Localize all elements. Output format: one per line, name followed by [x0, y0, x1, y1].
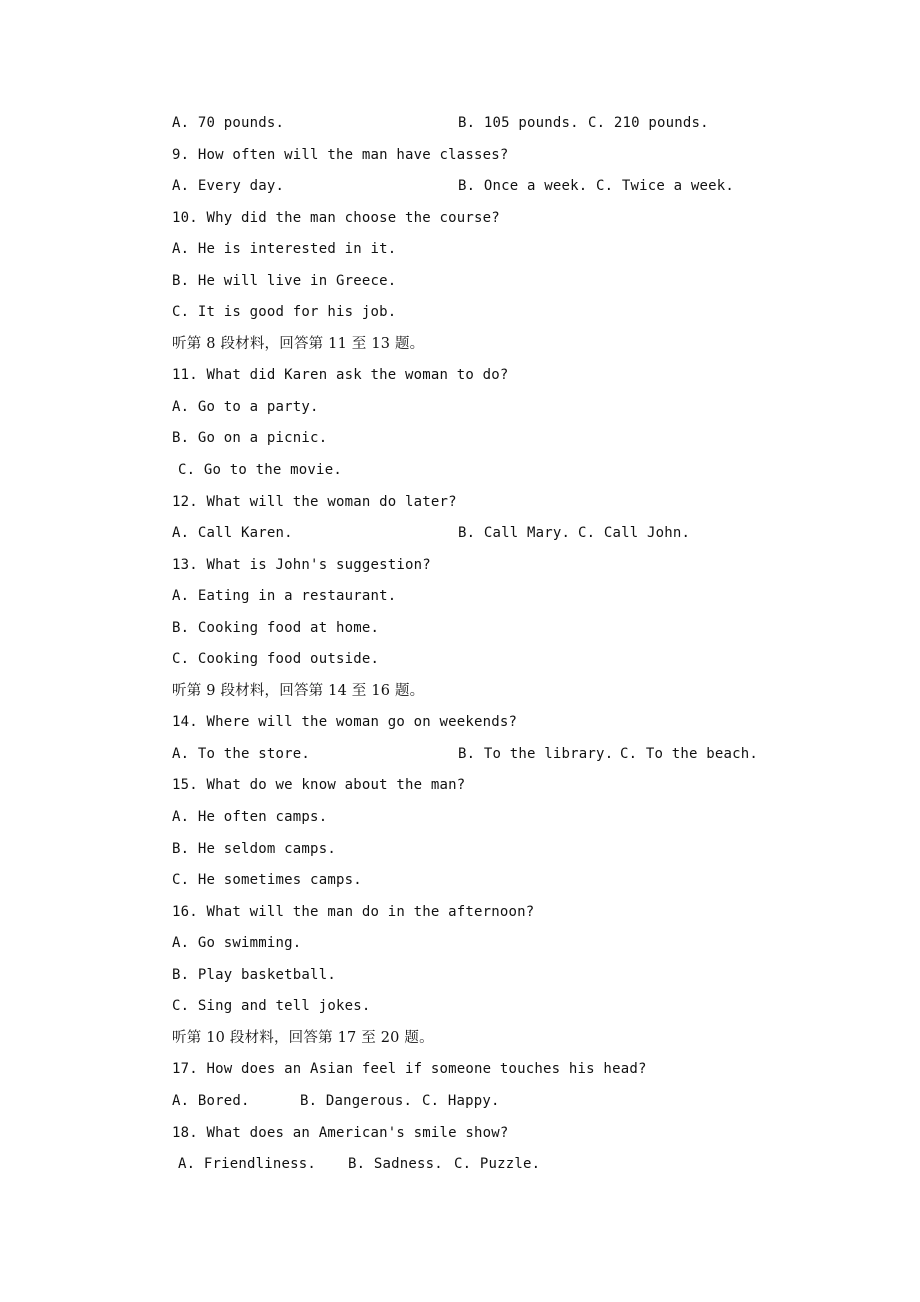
q12-option-a: A. Call Karen.: [172, 525, 293, 542]
q12-option-b: B. Call Mary.: [458, 525, 571, 542]
q16-option-b: B. Play basketball.: [172, 966, 336, 983]
q13-option-b: B. Cooking food at home.: [172, 619, 380, 636]
q15-text: 15. What do we know about the man?: [172, 777, 466, 794]
q17-text: 17. How does an Asian feel if someone touches his head?: [172, 1061, 647, 1078]
q17-option-b: B. Dangerous.: [300, 1092, 413, 1109]
section-8-heading: 听第 8 段材料，回答第 11 至 13 题。: [172, 335, 425, 352]
q8-option-c: C. 210 pounds.: [588, 115, 709, 131]
q12-options: [172, 522, 832, 554]
q16-text: 16. What will the man do in the afternoon?: [172, 903, 535, 920]
q10-option-b: B. He will live in Greece.: [172, 272, 397, 289]
q18-option-c: C. Puzzle.: [454, 1156, 541, 1173]
q17-option-c: C. Happy.: [422, 1092, 500, 1109]
q16-option-c: C. Sing and tell jokes.: [172, 998, 371, 1015]
q9-option-b: B. Once a week.: [458, 178, 588, 195]
q13-option-a: A. Eating in a restaurant.: [172, 588, 397, 605]
q10-option-c: C. It is good for his job.: [172, 304, 397, 321]
question-list: [172, 112, 832, 1185]
q18-option-a: A. Friendliness.: [178, 1156, 317, 1173]
q11-option-b: B. Go on a picnic.: [172, 430, 328, 447]
q11-text: 11. What did Karen ask the woman to do?: [172, 367, 509, 384]
q16-option-a: A. Go swimming.: [172, 935, 302, 952]
section-9-heading: 听第 9 段材料，回答第 14 至 16 题。: [172, 682, 425, 699]
q11-option-c: C. Go to the movie.: [178, 462, 342, 479]
q10-option-a: A. He is interested in it.: [172, 241, 397, 258]
q8-option-a: A. 70 pounds.: [172, 115, 285, 131]
q14-text: 14. Where will the woman go on weekends?: [172, 714, 518, 731]
q8-option-b: B. 105 pounds.: [458, 115, 579, 131]
q14-option-c: C. To the beach.: [620, 745, 759, 762]
q11-option-a: A. Go to a party.: [172, 398, 319, 415]
q12-text: 12. What will the woman do later?: [172, 493, 457, 510]
q17-option-a: A. Bored.: [172, 1092, 250, 1109]
q9-text: 9. How often will the man have classes?: [172, 146, 509, 163]
q17-options: [172, 1090, 832, 1122]
q15-option-a: A. He often camps.: [172, 809, 328, 826]
q13-option-c: C. Cooking food outside.: [172, 651, 380, 668]
q10-text: 10. Why did the man choose the course?: [172, 209, 500, 226]
q15-option-b: B. He seldom camps.: [172, 840, 336, 857]
q18-text: 18. What does an American's smile show?: [172, 1124, 509, 1141]
q9-option-c: C. Twice a week.: [596, 178, 735, 195]
q14-option-a: A. To the store.: [172, 745, 311, 762]
q18-option-b: B. Sadness.: [348, 1156, 443, 1173]
q18-options: [172, 1153, 832, 1185]
q14-option-b: B. To the library.: [458, 745, 614, 762]
q8-options: [172, 112, 832, 144]
q13-text: 13. What is John's suggestion?: [172, 556, 431, 573]
q12-option-c: C. Call John.: [578, 525, 691, 542]
q9-option-a: A. Every day.: [172, 178, 285, 195]
q14-options: [172, 743, 832, 775]
section-10-heading: 听第 10 段材料，回答第 17 至 20 题。: [172, 1029, 434, 1046]
q9-options: [172, 175, 832, 207]
q15-option-c: C. He sometimes camps.: [172, 872, 362, 889]
